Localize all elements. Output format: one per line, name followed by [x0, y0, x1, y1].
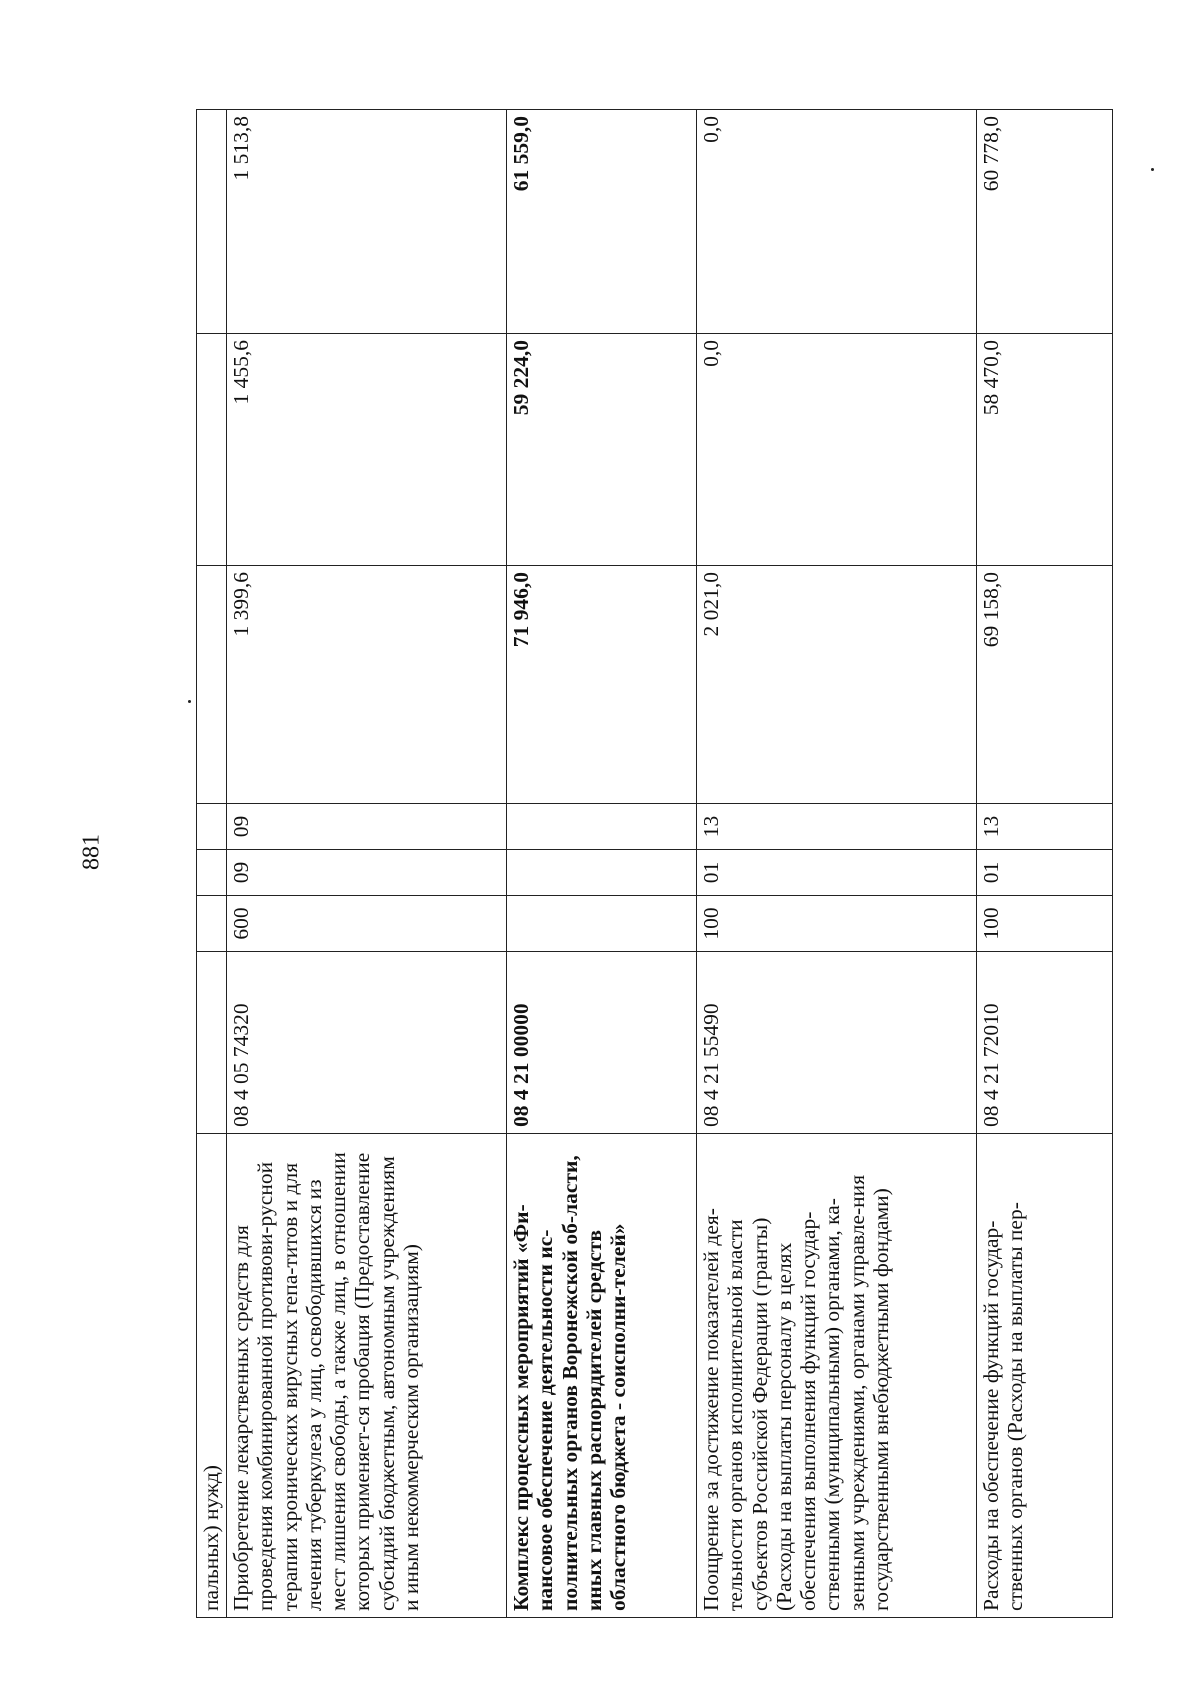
row-year1-amount — [197, 566, 227, 804]
row-year3-amount — [197, 110, 227, 334]
row-subsection — [197, 804, 227, 850]
row-subsection — [507, 804, 697, 850]
row-subsection: 13 — [977, 804, 1113, 850]
row-section — [507, 850, 697, 896]
page-number-text: 881 — [78, 834, 105, 870]
table-row — [197, 110, 227, 1618]
row-code — [197, 952, 227, 1134]
row-section: 01 — [697, 850, 977, 896]
row-section: 01 — [977, 850, 1113, 896]
row-expense-type: 600 — [227, 896, 507, 952]
row-year1-amount: 69 158,0 — [977, 566, 1113, 804]
row-description: Поощрение за достижение показателей дея-тельности органов исполнительной власти субъектов Российской Федерации (гранты) (Расходы на выплаты персоналу в целях обеспечения выполнения функций государ-ственными (муниципальными) органами, ка-зенными учреждениями, органами управле-ния государственными внебюджетными фондами) — [697, 1134, 977, 1618]
row-description: Расходы на обеспечение функций государ-ственных органов (Расходы на выплаты пер- — [977, 1134, 1113, 1618]
row-year2-amount: 58 470,0 — [977, 334, 1113, 566]
row-code: 08 4 21 55490 — [697, 952, 977, 1134]
row-year1-amount: 2 021,0 — [697, 566, 977, 804]
row-year3-amount: 1 513,8 — [227, 110, 507, 334]
scan-speck — [188, 700, 191, 703]
row-expense-type — [197, 896, 227, 952]
row-section — [197, 850, 227, 896]
row-year3-amount: 60 778,0 — [977, 110, 1113, 334]
row-year2-amount — [197, 334, 227, 566]
table-row — [977, 110, 1113, 1618]
row-subsection: 13 — [697, 804, 977, 850]
row-year1-amount: 71 946,0 — [507, 566, 697, 804]
row-year2-amount: 1 455,6 — [227, 334, 507, 566]
row-code: 08 4 05 74320 — [227, 952, 507, 1134]
row-code: 08 4 21 72010 — [977, 952, 1113, 1134]
budget-table — [196, 109, 1113, 1618]
row-section: 09 — [227, 850, 507, 896]
table-row — [227, 110, 507, 1618]
row-description: Комплекс процессных мероприятий «Фи-нансовое обеспечение деятельности ис-полнительных органов Воронежской об-ласти, иных главных распорядителей средств областного бюджета - соисполни-телей» — [507, 1134, 697, 1618]
row-description: пальных) нужд) — [197, 1134, 227, 1618]
row-expense-type — [507, 896, 697, 952]
row-expense-type: 100 — [697, 896, 977, 952]
row-year1-amount: 1 399,6 — [227, 566, 507, 804]
row-year3-amount: 61 559,0 — [507, 110, 697, 334]
rotated-table-container — [196, 110, 1112, 1618]
row-expense-type: 100 — [977, 896, 1113, 952]
row-year3-amount: 0,0 — [697, 110, 977, 334]
row-code: 08 4 21 00000 — [507, 952, 697, 1134]
row-description: Приобретение лекарственных средств для проведения комбинированной противови-русной терапии хронических вирусных гепа-титов и для лечения туберкулеза у лиц, освободившихся из мест лишения свободы, а также лиц, в отношении которых применяет-ся пробация (Предоставление субсидий бюджетным, автономным учреждениям и иным некоммерческим организациям) — [227, 1134, 507, 1618]
table-row — [507, 110, 697, 1618]
table-row — [697, 110, 977, 1618]
scan-speck — [1151, 168, 1154, 171]
row-year2-amount: 0,0 — [697, 334, 977, 566]
row-year2-amount: 59 224,0 — [507, 334, 697, 566]
row-subsection: 09 — [227, 804, 507, 850]
